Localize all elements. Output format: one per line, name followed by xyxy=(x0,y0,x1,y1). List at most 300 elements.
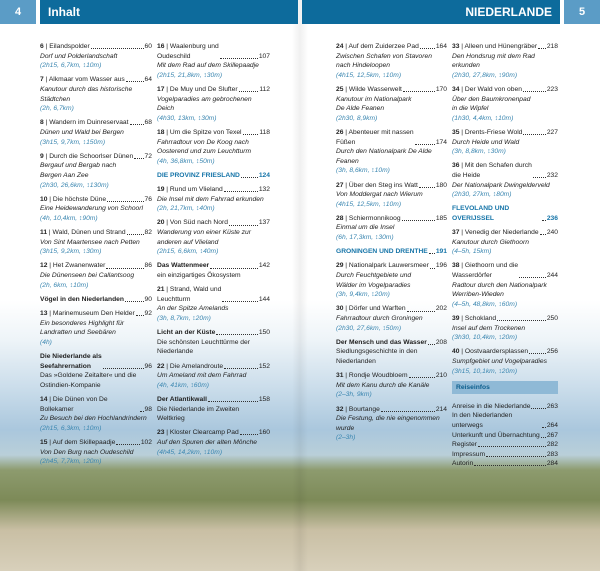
entry-title: 21 | Strand, Wald und Leuchtturm xyxy=(157,286,222,303)
toc-entry[interactable] xyxy=(157,171,270,181)
toc-entry[interactable] xyxy=(452,85,558,123)
dot-leader xyxy=(409,377,435,378)
entry-title-text: Vögel in den Niederlanden xyxy=(40,295,124,303)
entry-subtitle: Durch Feuchtgebiete und Wälder im Vogelparadies xyxy=(336,272,412,289)
toc-entry[interactable] xyxy=(452,261,558,309)
entry-description: Die schönsten Leuchttürme der Niederlande xyxy=(157,338,250,356)
entry-title-line[interactable] xyxy=(157,171,270,181)
entry-title: 35 | Drents-Friese Wold xyxy=(452,128,523,136)
toc-entry[interactable] xyxy=(452,411,558,430)
tour-stats: (2h45, 7,7km, ↕20m) xyxy=(40,458,102,466)
toc-entry[interactable] xyxy=(40,295,152,305)
tour-number: 12 xyxy=(40,262,48,270)
tour-number: 22 xyxy=(157,362,165,370)
entry-title-text: Das Wattenmeer xyxy=(157,262,210,270)
entry-title-text: Durch die Schoorlser Dünen xyxy=(49,152,134,160)
dot-leader xyxy=(126,81,144,82)
tour-number: 27 xyxy=(336,181,344,189)
toc-entry[interactable] xyxy=(452,459,558,469)
entry-title-text: Rund um Vlieland xyxy=(169,186,223,194)
entry-title-line[interactable] xyxy=(336,128,447,147)
entry-subtitle: Von Moddergat nach Wierum xyxy=(336,191,423,199)
entry-title xyxy=(452,450,485,460)
entry-subtitle: Insel auf dem Trockenen xyxy=(452,324,526,332)
tour-stats: (2h, 6km, ↕10m) xyxy=(40,281,89,289)
entry-title-line[interactable] xyxy=(452,85,558,95)
toc-entry[interactable] xyxy=(157,185,270,214)
entry-title-line[interactable] xyxy=(452,402,558,412)
tour-stats: (2–3h, 9km) xyxy=(336,391,372,399)
toc-entry[interactable] xyxy=(336,214,447,243)
toc-column-4 xyxy=(452,42,558,469)
entry-title-line[interactable] xyxy=(157,128,270,138)
tour-stats: (2–3h) xyxy=(336,434,356,442)
dot-leader xyxy=(538,48,546,49)
tour-stats: (4–5h, 48,8km, ↕60m) xyxy=(452,300,518,308)
page-number: 196 xyxy=(435,262,447,270)
page-number: 82 xyxy=(144,229,152,237)
entry-subtitle: Vogelparadies am gebrochenen Deich xyxy=(157,95,252,113)
page-number: 244 xyxy=(546,272,558,280)
tour-stats: (4h45, 14,2km, ↕10m) xyxy=(157,448,223,456)
tour-number: 34 xyxy=(452,85,460,93)
dot-leader xyxy=(428,344,435,345)
tour-number: 13 xyxy=(40,310,48,317)
toc-entry[interactable] xyxy=(452,450,558,460)
page-number: 92 xyxy=(144,310,152,317)
entry-title-text: Impressum xyxy=(452,450,486,458)
entry-title-line[interactable] xyxy=(336,405,447,415)
dot-leader xyxy=(240,434,258,435)
entry-title: 38 | Giethoorn und die Wasserdörfer xyxy=(452,262,519,280)
entry-subtitle: Ein besonderes Highlight für Landratten und Seebären xyxy=(40,319,125,337)
dot-leader xyxy=(224,368,258,369)
tour-number: 37 xyxy=(452,229,460,237)
entry-subtitle: Durch Heide und Wald xyxy=(452,138,520,146)
dot-leader xyxy=(429,253,435,254)
entry-title: 25 | Wilde Wasserwelt xyxy=(336,85,402,93)
toc-entry[interactable] xyxy=(452,161,558,199)
entry-title-text: Venedig der Niederlande xyxy=(464,229,539,237)
entry-title-line[interactable] xyxy=(157,218,270,228)
toc-entry[interactable] xyxy=(157,218,270,256)
entry-title-line[interactable] xyxy=(452,440,558,450)
dot-leader xyxy=(125,301,144,302)
page-number: 263 xyxy=(546,402,558,410)
toc-entry[interactable] xyxy=(336,338,447,367)
toc-entry[interactable] xyxy=(157,85,270,123)
toc-entry[interactable] xyxy=(452,204,558,223)
entry-title-line[interactable] xyxy=(157,285,270,304)
tour-number: 25 xyxy=(336,85,344,93)
entry-title: 19 | Rund um Vlieland xyxy=(157,186,223,194)
page-number: 164 xyxy=(435,43,447,50)
entry-title: 23 | Kloster Clearcamp Pad xyxy=(157,429,239,437)
dot-leader xyxy=(239,91,259,92)
entry-title-line[interactable] xyxy=(157,328,270,338)
dot-leader xyxy=(103,368,144,369)
tour-number: 28 xyxy=(336,214,344,222)
entry-title xyxy=(452,402,530,412)
toc-entry[interactable] xyxy=(157,362,270,391)
entry-title-text: In den Niederlanden unterwegs xyxy=(452,412,513,429)
toc-entry[interactable] xyxy=(40,195,152,224)
entry-title-line[interactable] xyxy=(452,347,558,357)
entry-title xyxy=(336,338,427,348)
entry-title-line[interactable] xyxy=(40,295,152,305)
entry-title xyxy=(452,431,540,441)
entry-subtitle: Kanutour durch das historische Städtchen xyxy=(40,85,133,103)
entry-title: 32 | Bourtange xyxy=(336,405,380,413)
page-number: 236 xyxy=(546,214,558,222)
dot-leader xyxy=(486,456,546,457)
toc-entry[interactable] xyxy=(157,285,270,323)
entry-subtitle: Radtour durch den Nationalpark Werriben-Wieden xyxy=(452,281,547,299)
entry-title-line[interactable] xyxy=(452,314,558,324)
tour-number: 11 xyxy=(40,229,48,237)
tour-stats: (4h, 36,8km, ↕50m) xyxy=(157,157,215,165)
entry-title-line[interactable] xyxy=(452,411,558,430)
page-number: 118 xyxy=(259,128,270,136)
tour-number: 33 xyxy=(452,43,460,50)
toc-entry[interactable] xyxy=(336,247,447,257)
dot-leader xyxy=(210,268,258,269)
toc-entry[interactable] xyxy=(157,128,270,166)
entry-title-text: Wandern im Duinreservaat xyxy=(49,119,129,127)
entry-subtitle: Von Den Burg nach Oudeschild xyxy=(40,448,134,456)
entry-title: 34 | Der Wald von oben xyxy=(452,85,522,93)
entry-title-text: Nationalpark Lauwersmeer xyxy=(348,262,429,270)
toc-entry[interactable] xyxy=(336,85,447,123)
toc-entry[interactable] xyxy=(157,328,270,357)
entry-title-line[interactable] xyxy=(452,459,558,469)
page-number: 137 xyxy=(258,219,270,227)
page-number: 64 xyxy=(144,76,152,84)
section-heading: Reiseinfos xyxy=(452,381,558,394)
entry-subtitle: Über den Baumkronenpad in die Wipfel xyxy=(452,95,531,113)
entry-title-line[interactable] xyxy=(40,352,152,371)
page-number: 227 xyxy=(546,128,558,136)
entry-title: 24 | Auf dem Zuiderzee Pad xyxy=(336,43,419,50)
toc-entry[interactable] xyxy=(336,181,447,210)
entry-title-text: Alkmaar vom Wasser aus xyxy=(48,76,125,84)
entry-title-text: Eilandspolder xyxy=(49,43,90,50)
tour-number: 24 xyxy=(336,43,344,50)
entry-title: 39 | Schokland xyxy=(452,315,497,322)
page-number: 250 xyxy=(546,315,558,322)
entry-title-text: Dörfer und Warften xyxy=(348,305,406,313)
entry-title-text: Um die Spitze von Texel xyxy=(169,128,242,136)
entry-title-line[interactable] xyxy=(336,304,447,314)
entry-title-line[interactable] xyxy=(157,428,270,438)
entry-subtitle: Die Dünenseen bei Callantsoog xyxy=(40,272,135,280)
entry-title-line[interactable] xyxy=(157,42,270,61)
entry-title-line[interactable] xyxy=(40,42,152,52)
dot-leader xyxy=(220,58,258,59)
entry-title-line[interactable] xyxy=(336,42,447,52)
entry-subtitle: Fahrradtour durch Groningen xyxy=(336,315,423,322)
entry-title-line[interactable] xyxy=(336,214,447,224)
page-number: 144 xyxy=(258,295,270,303)
page-number: 210 xyxy=(435,372,447,380)
toc-entry[interactable] xyxy=(40,75,152,113)
entry-subtitle: Dorf und Polderlandschaft xyxy=(40,52,118,60)
dot-leader xyxy=(403,91,435,92)
dot-leader xyxy=(478,446,546,447)
entry-title: 37 | Venedig der Niederlande xyxy=(452,229,539,237)
page-number: 68 xyxy=(144,119,152,127)
entry-title-line[interactable] xyxy=(40,261,152,271)
entry-title-text: Licht an der Küste xyxy=(157,329,216,337)
tour-stats: (4h30, 13km, ↕30m) xyxy=(157,114,217,122)
tour-number: 6 xyxy=(40,43,44,50)
tour-stats: (3h, 9,4km, ↕20m) xyxy=(336,291,390,299)
page-number: 124 xyxy=(258,171,270,179)
dot-leader xyxy=(402,220,435,221)
entry-title-line[interactable] xyxy=(40,75,152,85)
entry-title xyxy=(452,204,541,223)
toc-entry[interactable] xyxy=(157,42,270,80)
dot-leader xyxy=(531,408,545,409)
page-number: 202 xyxy=(435,305,447,313)
entry-title-text: Drents-Friese Wold xyxy=(464,128,523,136)
tour-stats: (2h, 21,7km, ↕40m) xyxy=(157,205,215,213)
entry-subtitle: Wanderung von einer Küste zur anderen auf Vlieland xyxy=(157,229,251,246)
entry-subtitle: Mit dem Rad auf dem Skillepaadje xyxy=(157,62,259,70)
entry-title-text: Der Mensch und das Wasser xyxy=(336,338,427,346)
entry-subtitle: Zu Besuch bei den Hochlandrindern xyxy=(40,415,147,423)
page-number: 90 xyxy=(144,295,152,303)
page-number: 218 xyxy=(546,43,558,50)
toc-entry[interactable] xyxy=(452,314,558,343)
entry-title-text: Alleen und Hünengräber xyxy=(464,43,538,50)
dot-leader xyxy=(474,465,546,466)
entry-title-text: Die höchste Düne xyxy=(52,195,107,203)
toc-column-3 xyxy=(336,42,447,448)
toc-entry[interactable] xyxy=(40,152,152,190)
tour-stats: (4–5h, 15km) xyxy=(452,248,492,256)
page-number: 158 xyxy=(258,395,270,403)
page-number: 160 xyxy=(258,429,270,437)
toc-column-1 xyxy=(40,42,152,471)
entry-title-line[interactable] xyxy=(40,118,152,128)
dot-leader xyxy=(106,268,143,269)
entry-title: 40 | Oostvaardersplassen xyxy=(452,348,529,356)
entry-title-text: Anreise in die Niederlande xyxy=(452,402,531,410)
toc-entry[interactable] xyxy=(336,128,447,176)
toc-entry[interactable] xyxy=(336,371,447,400)
entry-title-line[interactable] xyxy=(40,228,152,238)
header-title-right: NIEDERLANDE xyxy=(302,0,560,24)
tour-stats: (4h) xyxy=(40,338,52,346)
dot-leader xyxy=(243,134,259,135)
entry-title: 16 | Waalenburg und Oudeschild xyxy=(157,43,219,60)
entry-title-line[interactable] xyxy=(157,85,270,95)
toc-entry[interactable] xyxy=(452,347,558,376)
dot-leader xyxy=(116,444,139,445)
entry-title: 31 | Rondje Woudbloem xyxy=(336,372,408,380)
entry-title-line[interactable] xyxy=(452,204,558,223)
dot-leader xyxy=(542,427,546,428)
tour-number: 16 xyxy=(157,43,165,50)
entry-title: 17 | De Muy und De Slufter xyxy=(157,85,238,93)
dot-leader xyxy=(533,177,546,178)
entry-subtitle: Fahrradtour von De Koog nach Oosterend und zum Leuchtturm xyxy=(157,138,252,156)
entry-title-line[interactable] xyxy=(452,450,558,460)
tour-number: 39 xyxy=(452,315,460,322)
entry-title-line[interactable] xyxy=(40,309,152,319)
tour-number: 32 xyxy=(336,405,344,413)
entry-description: ein einzigartiges Ökosystem xyxy=(157,272,241,280)
entry-subtitle: Auf den Spuren der alten Mönche xyxy=(157,438,258,446)
entry-title: 30 | Dörfer und Warften xyxy=(336,305,406,313)
entry-subtitle: Sumpfgebiet und Vogelparadies xyxy=(452,357,547,365)
page-number: 283 xyxy=(546,450,558,458)
entry-description: Das »Goldene Zeitalter« und die Ostindien-Kompanie xyxy=(40,372,137,389)
entry-title-line[interactable] xyxy=(40,395,152,414)
entry-title-line[interactable] xyxy=(452,228,558,238)
page-number: 223 xyxy=(546,85,558,93)
toc-entry[interactable] xyxy=(452,128,558,157)
entry-title: 11 | Wald, Dünen und Strand xyxy=(40,229,126,237)
entry-title-line[interactable] xyxy=(452,128,558,138)
tour-stats: (3h15, 10,1km, ↕20m) xyxy=(452,367,518,375)
page-number: 152 xyxy=(258,362,270,370)
dot-leader xyxy=(419,187,435,188)
tour-number: 15 xyxy=(40,438,48,446)
entry-title-line[interactable] xyxy=(336,338,447,348)
toc-entry[interactable] xyxy=(452,42,558,80)
entry-title-text: Über den Steg ins Watt xyxy=(348,181,418,189)
tour-stats: (2h30, 26,6km, ↕130m) xyxy=(40,181,109,189)
entry-title: 12 | Het Zwanenwater xyxy=(40,262,106,270)
dot-leader xyxy=(430,268,435,269)
entry-title-text: Giethoorn und die Wasserdörfer xyxy=(452,262,519,280)
tour-number: 20 xyxy=(157,219,165,227)
toc-entry[interactable] xyxy=(452,402,558,412)
toc-entry[interactable] xyxy=(336,42,447,80)
tour-stats: (4h, 10,4km, ↕90m) xyxy=(40,214,98,222)
toc-entry[interactable] xyxy=(157,261,270,280)
entry-title xyxy=(40,295,124,305)
dot-leader xyxy=(216,334,257,335)
entry-title-line[interactable] xyxy=(336,371,447,381)
toc-entry[interactable] xyxy=(157,395,270,424)
entry-subtitle: Von Sint Maartensee nach Petten xyxy=(40,238,140,246)
page-number: 191 xyxy=(435,248,447,256)
toc-entry[interactable] xyxy=(40,395,152,433)
entry-title: 8 | Wandern im Duinreservaat xyxy=(40,119,129,127)
dot-leader xyxy=(208,401,258,402)
page-number: 76 xyxy=(144,195,152,203)
entry-title-text: Register xyxy=(452,441,477,449)
tour-stats: (2h, 6,7km) xyxy=(40,105,74,113)
tour-number: 36 xyxy=(452,162,460,170)
entry-title-line[interactable] xyxy=(157,261,270,271)
tour-number: 10 xyxy=(40,195,48,203)
tour-stats: (3h15, 9,7km, ↕150m) xyxy=(40,138,106,146)
page-number: 132 xyxy=(258,186,270,194)
entry-title-line[interactable] xyxy=(336,261,447,271)
tour-stats: (6h, 17,3km, ↕30m) xyxy=(336,234,394,242)
page-number: 60 xyxy=(144,43,152,50)
entry-title-text: Autorin xyxy=(452,460,474,468)
page-number-right: 5 xyxy=(564,0,600,24)
entry-title-line[interactable] xyxy=(336,85,447,95)
tour-stats: (3h, 8,8km, ↕30m) xyxy=(452,148,506,156)
page-number: 240 xyxy=(546,229,558,237)
entry-title-line[interactable] xyxy=(336,247,447,257)
entry-subtitle: An der Spitze Amelands xyxy=(157,305,229,313)
page-number: 86 xyxy=(144,262,152,270)
toc-entry[interactable] xyxy=(336,304,447,333)
entry-title-text: Die Dünen von De Bollekamer xyxy=(40,395,108,413)
entry-title xyxy=(452,411,541,430)
entry-title: 18 | Um die Spitze von Texel xyxy=(157,128,242,136)
entry-title-line[interactable] xyxy=(452,431,558,441)
toc-entry[interactable] xyxy=(40,438,152,467)
entry-title-line[interactable] xyxy=(452,42,558,52)
toc-entry[interactable] xyxy=(40,42,152,71)
entry-subtitle: Durch den Nationalpark De Alde Feanen xyxy=(336,148,432,165)
entry-title: 6 | Eilandspolder xyxy=(40,43,90,50)
tour-stats: (3h15, 9,2km, ↕30m) xyxy=(40,248,102,256)
entry-title-text: Mit den Schafen durch die Heide xyxy=(452,162,532,179)
toc-entry[interactable] xyxy=(40,352,152,390)
toc-entry[interactable] xyxy=(452,440,558,450)
toc-entry[interactable] xyxy=(40,261,152,290)
toc-entry[interactable] xyxy=(452,228,558,257)
entry-title: 10 | Die höchste Düne xyxy=(40,195,107,203)
entry-title-line[interactable] xyxy=(452,161,558,180)
entry-title-text: Marinemuseum Den Helder xyxy=(52,310,135,317)
entry-description: Die Niederlande im Zweiten Weltkrieg xyxy=(157,405,240,423)
page-number: 102 xyxy=(140,438,152,446)
entry-title-line[interactable] xyxy=(336,181,447,191)
entry-title: 14 | Die Dünen von De Bollekamer xyxy=(40,395,108,413)
toc-entry[interactable] xyxy=(40,228,152,257)
dot-leader xyxy=(130,124,144,125)
entry-title-text: Strand, Wald und Leuchtturm xyxy=(157,286,222,303)
toc-entry[interactable] xyxy=(336,405,447,443)
toc-entry[interactable] xyxy=(336,261,447,299)
entry-title-line[interactable] xyxy=(452,261,558,280)
toc-entry[interactable] xyxy=(40,118,152,147)
entry-subtitle: Kanutour im Nationalpark De Alde Feanen xyxy=(336,95,412,113)
entry-title: 29 | Nationalpark Lauwersmeer xyxy=(336,262,429,270)
entry-subtitle: Eine Heidewanderung von Schoorl xyxy=(40,205,143,213)
entry-title-line[interactable] xyxy=(157,185,270,195)
entry-title-line[interactable] xyxy=(157,395,270,405)
dot-leader xyxy=(241,177,258,178)
entry-title: 7 | Alkmaar vom Wasser aus xyxy=(40,76,125,84)
dot-leader xyxy=(523,91,546,92)
tour-stats: (2h15, 6,6km, ↕40m) xyxy=(157,248,219,256)
toc-entry[interactable] xyxy=(157,428,270,457)
entry-title-line[interactable] xyxy=(40,438,152,448)
dot-leader xyxy=(497,320,546,321)
entry-subtitle: Die Insel mit dem Fahrrad erkunden xyxy=(157,195,264,203)
entry-title-line[interactable] xyxy=(40,152,152,162)
entry-title-line[interactable] xyxy=(40,195,152,205)
entry-title-text: Auf dem Zuiderzee Pad xyxy=(348,43,419,50)
dot-leader xyxy=(529,353,546,354)
toc-entry[interactable] xyxy=(452,431,558,441)
entry-title-text: Der Wald von oben xyxy=(464,85,522,93)
entry-title-line[interactable] xyxy=(157,362,270,372)
toc-entry[interactable] xyxy=(40,309,152,347)
entry-subtitle: Kanutour durch Giethoorn xyxy=(452,238,529,246)
